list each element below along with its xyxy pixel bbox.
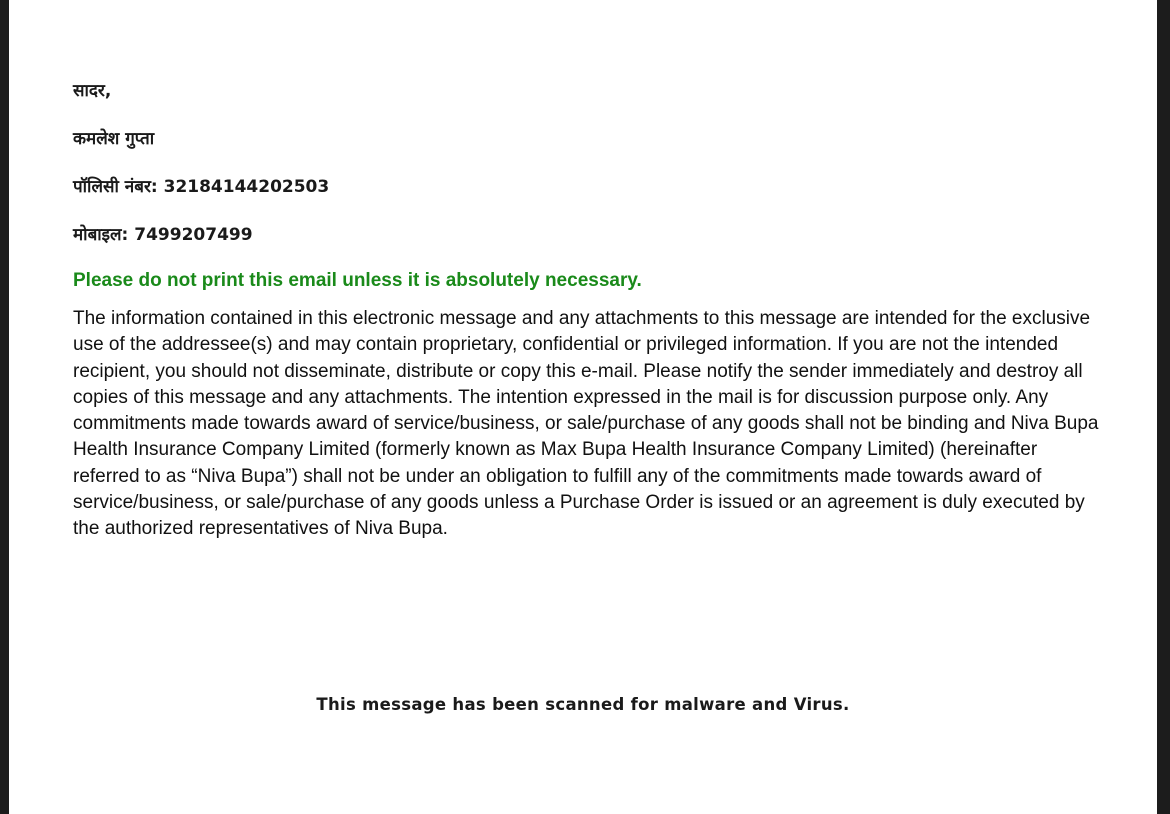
signature-name: कमलेश गुप्ता — [73, 129, 155, 149]
signature-mobile: मोबाइल: 7499207499 — [73, 225, 253, 245]
window-right-edge — [1157, 0, 1170, 814]
signature-salutation: सादर, — [73, 81, 112, 101]
scan-notice-text: This message has been scanned for malware and Virus. — [316, 695, 850, 714]
window-left-edge — [0, 0, 9, 814]
print-notice: Please do not print this email unless it is absolutely necessary. — [73, 270, 642, 291]
scan-notice — [9, 695, 1157, 714]
signature-policy-number: पॉलिसी नंबर: 32184144202503 — [73, 177, 330, 197]
legal-disclaimer: The information contained in this electronic message and any attachments to this message are intended for the exclusive use of the addressee(s) and may contain proprietary, confidential or privileged information. If you are not the intended recipient, you should not disseminate, distribute or copy this e-mail. Please notify the sender immediately and destroy all copies of this message and any attachments. The intention expressed in the mail is for discussion purpose only. Any commitments made towards award of service/business, or sale/purchase of any goods shall not be binding and Niva Bupa Health Insurance Company Limited (formerly known as Max Bupa Health Insurance Company Limited) (hereinafter referred to as “Niva Bupa”) shall not be under an obligation to fulfill any of the commitments made towards award of service/business, or sale/purchase of any goods unless a Purchase Order is issued or an agreement is duly executed by the authorized representatives of Niva Bupa. — [73, 308, 1099, 540]
email-body-page[interactable] — [9, 0, 1157, 814]
